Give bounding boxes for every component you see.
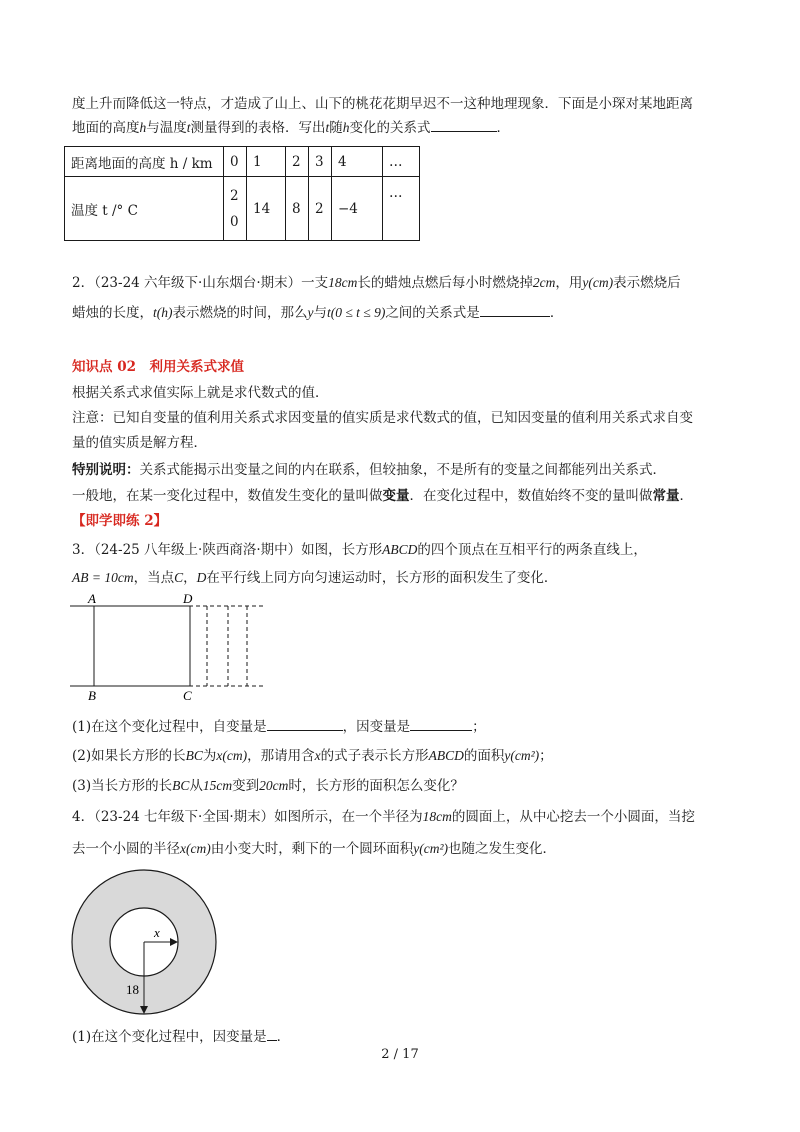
section-paragraph: 量的值实质是解方程． xyxy=(72,435,207,451)
vertex-label-d: D xyxy=(183,592,193,606)
table-cell: 2 xyxy=(286,147,309,177)
answer-blank[interactable] xyxy=(431,117,497,132)
q2-line-2: 蜡烛的长度，t(h)表示燃烧的时间，那么y与t(0 ≤ t ≤ 9)之间的关系式是 ． xyxy=(72,302,732,324)
q4-line-2: 去一个小圆的半径x(cm)由小变大时，剩下的一个圆环面积y(cm²)也随之发生变化． xyxy=(72,841,557,857)
answer-blank[interactable] xyxy=(267,716,343,731)
q3-sub-1: (1)在这个变化过程中，自变量是 ，因变量是 ； xyxy=(72,716,732,738)
definition-line: 一般地，在某一变化过程中，数值发生变化的量叫做变量．在变化过程中，数值始终不变的量叫做常量． xyxy=(72,488,693,504)
table-row-label: 距离地面的高度 h / km xyxy=(65,147,224,177)
table-row xyxy=(65,177,420,241)
table-cell: −4 xyxy=(332,177,383,241)
annulus-figure xyxy=(70,868,230,1018)
answer-blank[interactable] xyxy=(480,302,550,317)
table-cell: … xyxy=(383,177,420,241)
q4-line-1: 4．（23-24 七年级下·全国·期末）如图所示，在一个半径为18cm的圆面上，从中心挖去一个小圆面，当挖 xyxy=(72,809,695,825)
table-cell: … xyxy=(383,147,420,177)
q3-sub-2: (2)如果长方形的长BC为x(cm)，那请用含x的式子表示长方形ABCD的面积y(cm²)； xyxy=(72,748,553,764)
table-cell: 4 xyxy=(332,147,383,177)
table-cell: 14 xyxy=(247,177,286,241)
q4-sub-1: (1)在这个变化过程中，因变量是 ． xyxy=(72,1026,732,1048)
answer-blank[interactable] xyxy=(267,1026,277,1041)
page-number: 2 / 17 xyxy=(381,1047,419,1062)
q3-line-2: AB = 10cm，当点C，D在平行线上同方向匀速运动时，长方形的面积发生了变化． xyxy=(72,570,558,586)
radius-label-x: x xyxy=(154,925,160,940)
table-cell: 2 xyxy=(309,177,332,241)
vertex-label-a: A xyxy=(88,592,96,606)
special-note: 特别说明：关系式能揭示出变量之间的内在联系，但较抽象，不是所有的变量之间都能列出关系式． xyxy=(72,462,666,478)
table-row-label: 温度 t /° C xyxy=(65,177,224,241)
table-cell: 2 0 xyxy=(224,177,247,241)
table-cell: 1 xyxy=(247,147,286,177)
vertex-label-c: C xyxy=(183,688,192,702)
table-cell: 3 xyxy=(309,147,332,177)
practice-heading: 【即学即练 2】 xyxy=(72,513,168,529)
table-cell: 8 xyxy=(286,177,309,241)
table-cell: 0 xyxy=(224,147,247,177)
vertex-label-b: B xyxy=(88,688,96,702)
answer-blank[interactable] xyxy=(410,716,472,731)
intro-line-2: 地面的高度h与温度t测量得到的表格．写出t随h变化的关系式 ． xyxy=(72,117,732,139)
intro-line-1: 度上升而降低这一特点，才造成了山上、山下的桃花花期早迟不一这种地理现象．下面是小琛对某地距离 xyxy=(72,96,693,112)
q3-sub-3: (3)当长方形的长BC从15cm变到20cm时，长方形的面积怎么变化？ xyxy=(72,778,464,794)
section-title: 知识点 02 利用关系式求值 xyxy=(72,359,244,375)
q3-line-1: 3．（24-25 八年级上·陕西商洛·期中）如图，长方形ABCD的四个顶点在互相平行的两条直线上， xyxy=(72,542,647,558)
rectangle-figure xyxy=(70,592,270,702)
section-paragraph: 根据关系式求值实际上就是求代数式的值． xyxy=(72,385,329,401)
radius-label-18: 18 xyxy=(126,982,139,997)
height-temperature-table xyxy=(64,146,420,241)
q2-line-1: 2．（23-24 六年级下·山东烟台·期末）一支18cm长的蜡烛点燃后每小时燃烧掉2cm，用y(cm)表示燃烧后 xyxy=(72,275,681,291)
table-row xyxy=(65,147,420,177)
section-paragraph: 注意：已知自变量的值利用关系式求因变量的值实质是求代数式的值，已知因变量的值利用关系式求自变 xyxy=(72,410,693,426)
